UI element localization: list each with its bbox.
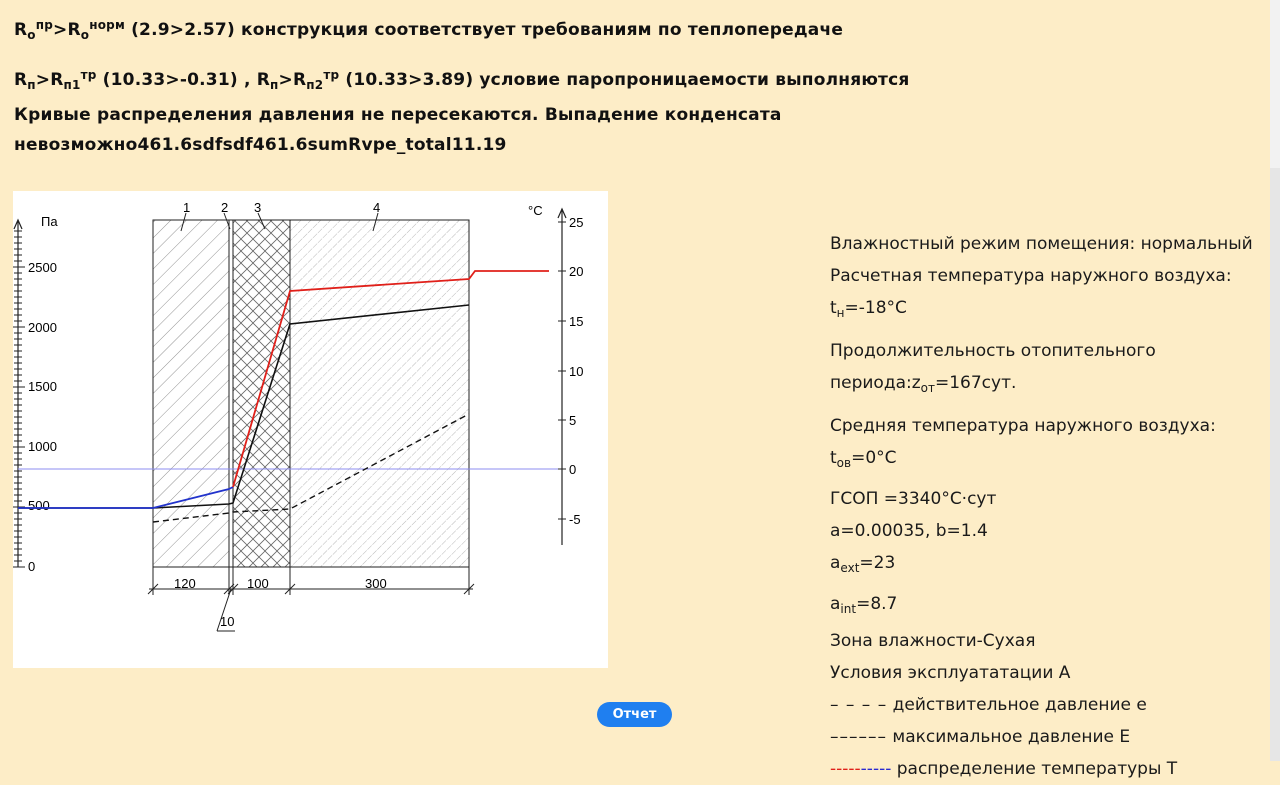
left-axis-unit: Па bbox=[41, 214, 58, 229]
report-button[interactable]: Отчет bbox=[597, 702, 672, 727]
layer-2 bbox=[229, 220, 233, 567]
layer-4 bbox=[290, 220, 469, 567]
legend-temperature: ---------- распределение температуры T bbox=[830, 759, 1178, 779]
ab-coefficients: a=0.00035, b=1.4 bbox=[830, 521, 988, 541]
thickness-label: 120 bbox=[174, 576, 196, 591]
humidity-regime: Влажностный режим помещения: нормальный bbox=[830, 234, 1253, 254]
left-tick-label: 0 bbox=[28, 559, 36, 574]
condensate-result-continued: невозможно461.6sdfsdf461.6sumRvpe_total11.19 bbox=[14, 135, 507, 155]
gsop-value: ГСОП =3340°C·сут bbox=[830, 489, 997, 509]
dimension-line bbox=[148, 567, 474, 631]
results-block bbox=[14, 14, 1254, 174]
operating-conditions: Условия эксплуататации А bbox=[830, 663, 1071, 683]
layer-3 bbox=[233, 220, 290, 567]
info-panel bbox=[830, 228, 1280, 785]
wall-diagram bbox=[13, 191, 608, 668]
heating-period-value: $периода:z_{от}=167сут$. bbox=[830, 373, 1017, 395]
right-axis-unit: °C bbox=[528, 203, 543, 218]
a-int-value: $a_{int}=8.7$ bbox=[830, 594, 898, 616]
right-tick-label: 25 bbox=[569, 215, 584, 230]
right-tick-label: 20 bbox=[569, 264, 584, 279]
right-tick-label: 15 bbox=[569, 314, 584, 329]
a-ext-value: $a_{ext}=23$ bbox=[830, 553, 896, 575]
right-axis bbox=[528, 203, 583, 545]
left-tick-label: 2500 bbox=[28, 260, 57, 275]
wall-diagram-svg bbox=[13, 191, 608, 668]
layer-label: 4 bbox=[373, 200, 381, 215]
layer-label: 3 bbox=[254, 200, 262, 215]
outdoor-temp-label: Расчетная температура наружного воздуха: bbox=[830, 266, 1232, 286]
avg-temp-value: $t_{ов}=0^\circ C$ bbox=[830, 448, 897, 470]
condensate-result: Кривые распределения давления не пересекаются. Выпадение конденсата bbox=[14, 105, 782, 125]
scrollbar-track-top bbox=[1270, 0, 1280, 168]
heating-duration-label: Продолжительность отопительного bbox=[830, 341, 1156, 361]
layer-label: 2 bbox=[221, 200, 229, 215]
outdoor-temp-value: $t_н=-18^\circ C$ bbox=[830, 298, 907, 320]
left-tick-label: 1500 bbox=[28, 379, 57, 394]
left-axis bbox=[13, 214, 58, 574]
layer-label: 1 bbox=[183, 200, 191, 215]
vapor-permeability-result: $R_п>R_{п1}^{тр}$ (10.33>-0.31) , $R_п>R_{п2}^{тр}$ (10.33>3.89) условие паропроницаемости выполняются bbox=[14, 68, 910, 92]
thickness-label: 100 bbox=[247, 576, 269, 591]
legend-actual-pressure: – – – – действительное давление e bbox=[830, 695, 1147, 715]
right-tick-label: -5 bbox=[569, 512, 581, 527]
legend-max-pressure: –––––– максимальное давление E bbox=[830, 727, 1131, 747]
avg-temp-label: Средняя температура наружного воздуха: bbox=[830, 416, 1216, 436]
left-tick-label: 500 bbox=[28, 498, 50, 513]
thickness-label: 300 bbox=[365, 576, 387, 591]
right-tick-label: 5 bbox=[569, 413, 577, 428]
right-tick-label: 10 bbox=[569, 364, 584, 379]
thin-layer-label: 10 bbox=[220, 614, 235, 629]
humidity-zone: Зона влажности-Сухая bbox=[830, 631, 1036, 651]
right-tick-label: 0 bbox=[569, 462, 577, 477]
left-tick-label: 2000 bbox=[28, 320, 57, 335]
left-tick-label: 1000 bbox=[28, 439, 57, 454]
heat-transfer-result: $R_o^{пр}>R_o^{норм}$ (2.9>2.57) конструкция соответствует требованиям по теплопередаче bbox=[14, 18, 844, 42]
